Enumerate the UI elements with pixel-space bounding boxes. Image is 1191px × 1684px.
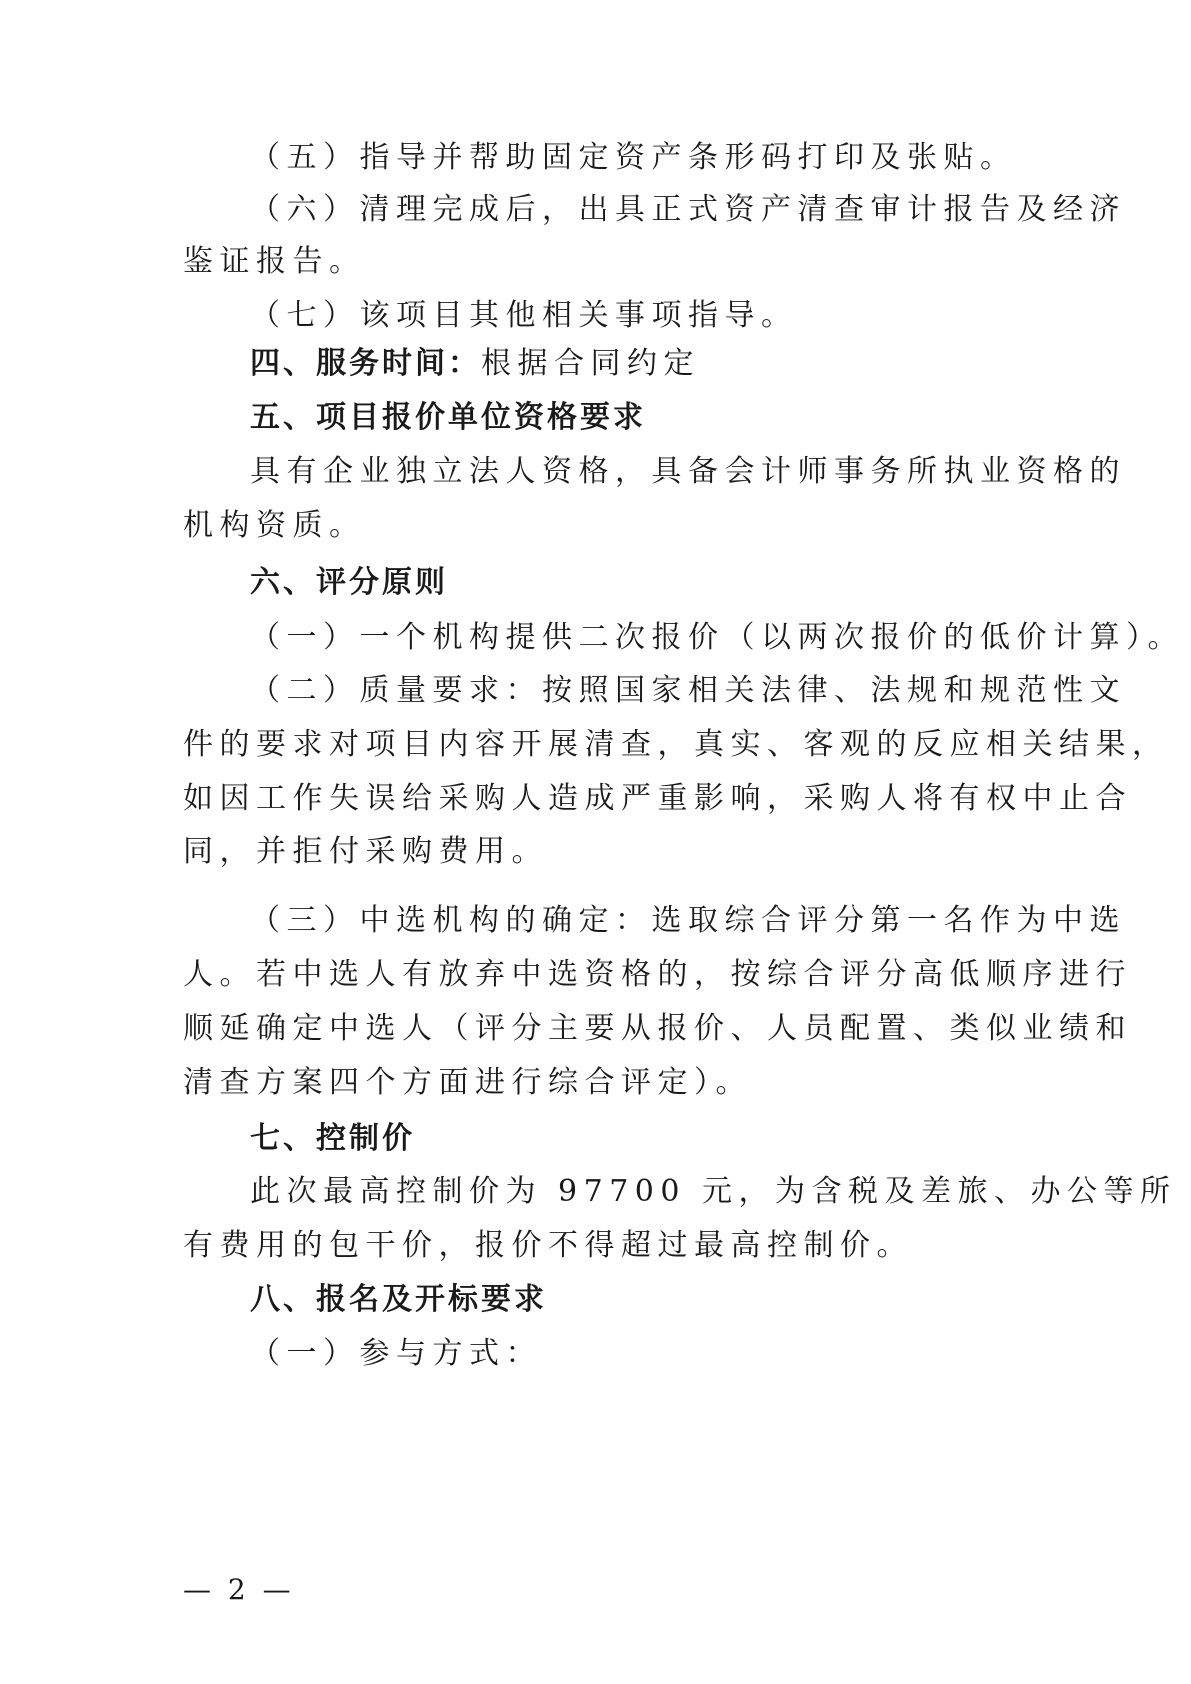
qualification-text-cont: 机构资质。: [183, 508, 366, 543]
control-price-text: 此次最高控制价为 97700 元，为含税及差旅、办公等所: [250, 1174, 1177, 1209]
section-5-heading: 五、项目报价单位资格要求: [250, 400, 646, 435]
item-6-audit-report-cont: 鉴证报告。: [183, 244, 366, 279]
item-5-barcode: （五）指导并帮助固定资产条形码打印及张贴。: [250, 140, 1017, 175]
participation-method: （一）参与方式：: [250, 1336, 542, 1371]
section-4-service-time: [250, 344, 700, 384]
item-6-audit-report: （六）清理完成后，出具正式资产清查审计报告及经济: [250, 192, 1126, 227]
scoring-item-2: （二）质量要求：按照国家相关法律、法规和规范性文: [250, 673, 1126, 708]
scoring-item-3-cont-3: 清查方案四个方面进行综合评定）。: [183, 1065, 752, 1100]
scoring-item-3: （三）中选机构的确定：选取综合评分第一名作为中选: [250, 903, 1126, 938]
scoring-item-2-cont-3: 同，并拒付采购费用。: [183, 834, 548, 869]
scoring-item-1: （一）一个机构提供二次报价（以两次报价的低价计算）。: [250, 620, 1184, 655]
scoring-item-3-cont-1: 人。若中选人有放弃中选资格的，按综合评分高低顺序进行: [183, 957, 1132, 992]
qualification-text: 具有企业独立法人资格，具备会计师事务所执业资格的: [250, 454, 1126, 489]
control-price-text-cont: 有费用的包干价，报价不得超过最高控制价。: [183, 1228, 913, 1263]
section-4-text: 根据合同约定: [481, 346, 700, 381]
scoring-item-2-cont-2: 如因工作失误给采购人造成严重影响，采购人将有权中止合: [183, 781, 1132, 816]
section-6-heading: 六、评分原则: [250, 565, 448, 600]
scoring-item-2-cont-1: 件的要求对项目内容开展清查，真实、客观的反应相关结果，: [183, 727, 1169, 762]
section-8-heading: 八、报名及开标要求: [250, 1282, 547, 1317]
scoring-item-3-cont-2: 顺延确定中选人（评分主要从报价、人员配置、类似业绩和: [183, 1011, 1132, 1046]
section-7-heading: 七、控制价: [250, 1121, 415, 1156]
section-4-heading: 四、服务时间：: [250, 346, 481, 381]
page-number: — 2 —: [183, 1573, 295, 1606]
item-7-other-guidance: （七）该项目其他相关事项指导。: [250, 298, 798, 333]
